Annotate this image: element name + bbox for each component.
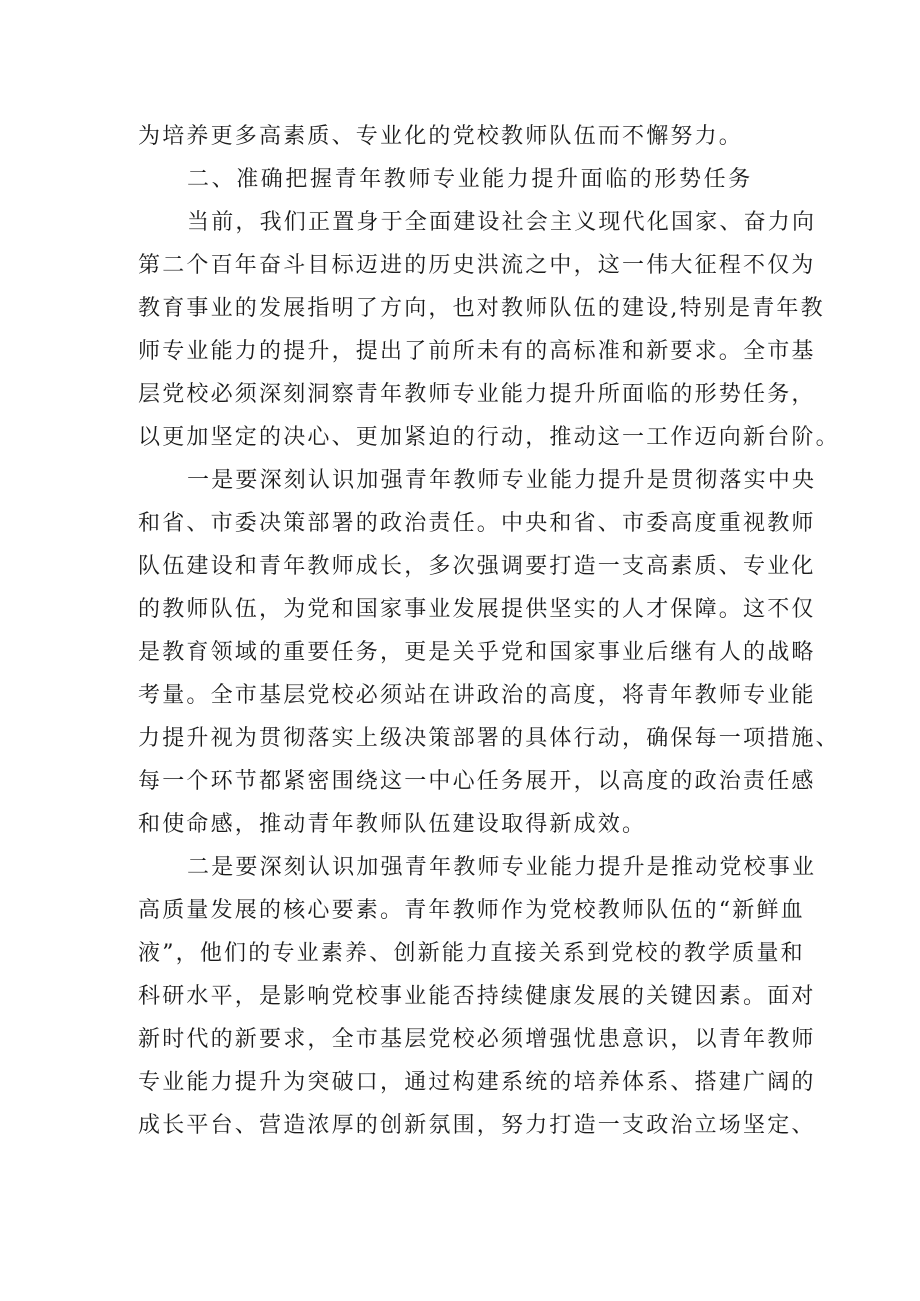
paragraph-line: 第二个百年奋斗目标迈进的历史洪流之中，这一伟大征程不仅为 — [138, 253, 816, 278]
paragraph-line: 的教师队伍，为党和国家事业发展提供坚实的人才保障。这不仅 — [138, 597, 816, 622]
paragraph-line: 科研水平，是影响党校事业能否持续健康发展的关键因素。面对 — [138, 984, 816, 1009]
paragraph-line: 层党校必须深刻洞察青年教师专业能力提升所面临的形势任务， — [138, 382, 816, 407]
paragraph-line: 为培养更多高素质、专业化的党校教师队伍而不懈努力。 — [138, 124, 744, 149]
paragraph-line: 考量。全市基层党校必须站在讲政治的高度，将青年教师专业能 — [138, 683, 816, 708]
paragraph-line: 成长平台、营造浓厚的创新氛围，努力打造一支政治立场坚定、 — [138, 1113, 816, 1138]
paragraph-line: 当前，我们正置身于全面建设社会主义现代化国家、奋力向 — [187, 210, 817, 235]
paragraph-line: 教育事业的发展指明了方向，也对教师队伍的建设,特别是青年教 — [138, 296, 825, 321]
paragraph-line: 和使命感，推动青年教师队伍建设取得新成效。 — [138, 812, 647, 837]
paragraph-line: 液”，他们的专业素养、创新能力直接关系到党校的教学质量和 — [138, 941, 805, 966]
paragraph-line: 专业能力提升为突破口，通过构建系统的培养体系、搭建广阔的 — [138, 1070, 816, 1095]
paragraph-line: 二是要深刻认识加强青年教师专业能力提升是推动党校事业 — [187, 855, 817, 880]
paragraph-line: 新时代的新要求，全市基层党校必须增强忧患意识，以青年教师 — [138, 1027, 816, 1052]
paragraph-line: 师专业能力的提升，提出了前所未有的高标准和新要求。全市基 — [138, 339, 816, 364]
paragraph-line: 队伍建设和青年教师成长，多次强调要打造一支高素质、专业化 — [138, 554, 816, 579]
section-heading: 二、准确把握青年教师专业能力提升面临的形势任务 — [187, 167, 753, 192]
paragraph-line: 一是要深刻认识加强青年教师专业能力提升是贯彻落实中央 — [187, 468, 817, 493]
paragraph-line: 是教育领域的重要任务，更是关乎党和国家事业后继有人的战略 — [138, 640, 816, 665]
paragraph-line: 和省、市委决策部署的政治责任。中央和省、市委高度重视教师 — [138, 511, 816, 536]
paragraph-line: 每一个环节都紧密围绕这一中心任务展开，以高度的政治责任感 — [138, 769, 816, 794]
paragraph-line: 以更加坚定的决心、更加紧迫的行动，推动这一工作迈向新台阶。 — [138, 425, 840, 450]
paragraph-line: 高质量发展的核心要素。青年教师作为党校教师队伍的“新鲜血 — [138, 898, 805, 923]
paragraph-line: 力提升视为贯彻落实上级决策部署的具体行动，确保每一项措施、 — [138, 726, 840, 751]
